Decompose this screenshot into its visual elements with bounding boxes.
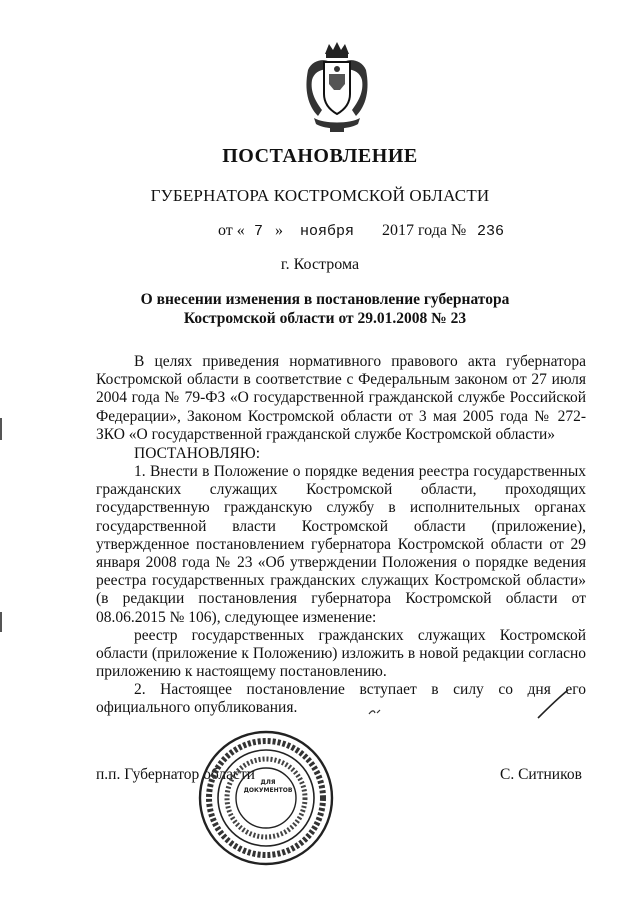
signatory-name: С. Ситников <box>500 766 582 783</box>
date-year: 2017 года № <box>382 222 467 239</box>
city: г. Кострома <box>280 256 360 273</box>
date-prefix: от « <box>218 222 245 239</box>
date-line <box>218 222 518 244</box>
scan-edge-mark <box>0 418 2 440</box>
handwritten-mark-icon <box>368 708 382 716</box>
coat-of-arms-icon <box>300 40 374 136</box>
document-subtitle: ГУБЕРНАТОРА КОСТРОМСКОЙ ОБЛАСТИ <box>150 186 490 205</box>
stamp-center-line1: ДЛЯ <box>260 779 276 786</box>
item-1-change-paragraph: реестр государственных гражданских служащих Костромской области (приложение к Положению) изложить в новой редакции согласно приложению к настоящему постановлению. <box>96 627 586 681</box>
item-2-paragraph: 2. Настоящее постановление вступает в силу со дня его официального опубликования. <box>96 681 586 717</box>
date-month: ноября <box>300 223 355 240</box>
date-close-quote: » <box>275 222 283 239</box>
item-1-paragraph: 1. Внести в Положение о порядке ведения реестра государственных гражданских служащих Костромской области, проходящих государственную гражданскую службу в исполнительных органах государственной власти Костромской области (приложение), утвержденное постановлением губернатора Костромской области от 29 января 2008 года № 23 «Об утверждении Положения о порядке ведения реестра государственных гражданских служащих Костромской области» (в редакции постановления губернатора Костромской области от 08.06.2015 № 106), следующее изменение: <box>96 463 586 626</box>
resolution-keyword: ПОСТАНОВЛЯЮ: <box>134 445 261 462</box>
stamp-center-text <box>241 779 295 795</box>
date-day: 7 <box>254 223 264 240</box>
signatory-position: п.п. Губернатор области <box>96 766 255 783</box>
preamble-paragraph: В целях приведения нормативного правового акта губернатора Костромской области в соответствие с Федеральным законом от 27 июля 2004 года № 79-ФЗ «О государственной гражданской службе Российской Федерации», Законом Костромской области от 3 мая 2005 года № 272-ЗКО «О государственной гражданской службе Костромской области» <box>96 353 586 443</box>
document-title: ПОСТАНОВЛЕНИЕ <box>222 145 418 167</box>
document-subject: О внесении изменения в постановление губернатора Костромской области от 29.01.2008 № 23 <box>140 291 510 327</box>
stamp-center-line2: ДОКУМЕНТОВ <box>243 787 293 794</box>
signature-stroke-icon <box>536 688 570 720</box>
scan-edge-mark <box>0 612 2 632</box>
official-stamp-icon <box>196 728 336 868</box>
document-number: 236 <box>477 223 505 240</box>
